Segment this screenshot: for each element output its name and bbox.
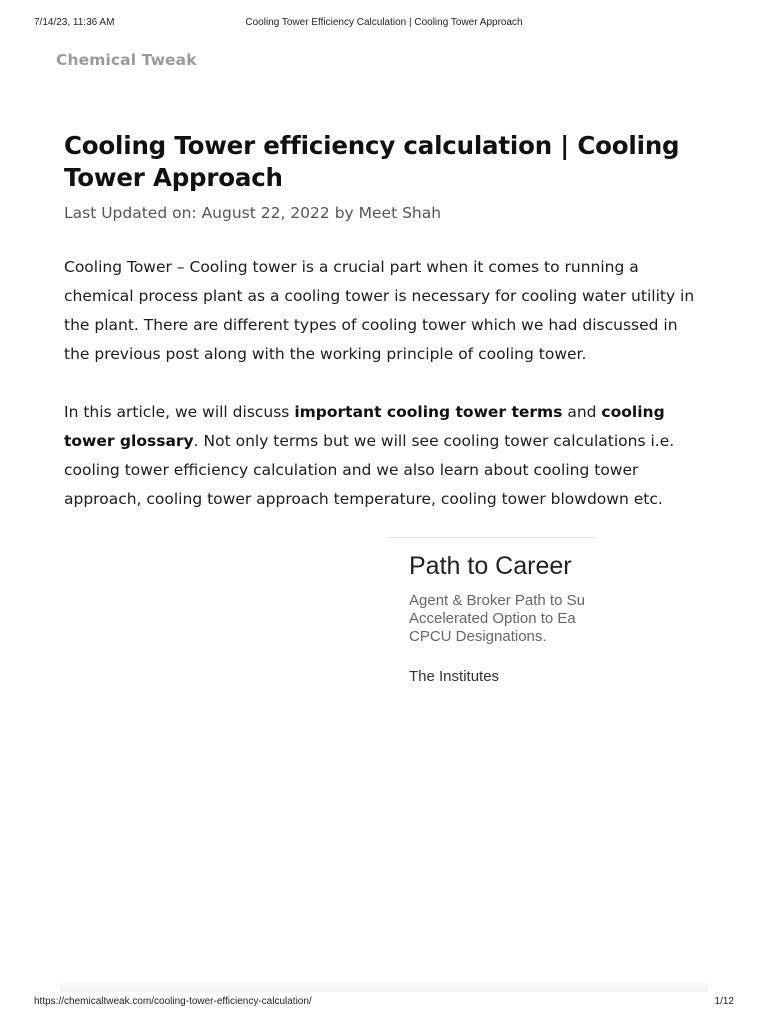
print-page-title: Cooling Tower Efficiency Calculation | Cooling Tower Approach — [245, 17, 523, 28]
ad-body-line: Agent & Broker Path to Su — [409, 592, 585, 609]
article-meta: Last Updated on: August 22, 2022 by Meet Shah — [64, 204, 442, 222]
ad-body-line: Accelerated Option to Ea — [409, 610, 576, 627]
summary-bold-terms: important cooling tower terms — [294, 403, 563, 421]
ad-body-line: CPCU Designations. — [409, 628, 547, 645]
summary-text-1: In this article, we will discuss — [64, 403, 295, 421]
article-title: Cooling Tower efficiency calculation | Cooling Tower Approach — [64, 131, 680, 192]
page-bottom-divider — [60, 978, 708, 992]
ad-headline[interactable]: Path to Career — [409, 552, 572, 580]
print-url: https://chemicaltweak.com/cooling-tower-efficiency-calculation/ — [34, 996, 312, 1007]
summary-bold-glossary: cooling tower glossary — [64, 403, 665, 450]
page-number: 1/12 — [714, 996, 734, 1007]
print-date: 7/14/23, 11:36 AM — [34, 17, 115, 28]
advertisement[interactable] — [387, 537, 596, 698]
print-footer — [34, 996, 734, 1010]
summary-text-2: and — [562, 403, 602, 421]
site-logo[interactable]: Chemical Tweak — [56, 51, 197, 69]
ad-advertiser: The Institutes — [409, 668, 500, 685]
print-header — [34, 17, 734, 31]
article — [64, 130, 704, 514]
intro-paragraph: Cooling Tower – Cooling tower is a crucial part when it comes to running a chemical process plant as a cooling tower is necessary for cooling water utility in the plant. There are different types of cooling tower which we had discussed in the previous post along with the working principle of cooling tower. — [64, 258, 695, 363]
summary-text-3: . Not only terms but we will see cooling tower calculations i.e. cooling tower efficiency calculation and we also learn about cooling tower approach, cooling tower approach temperature, cooling tower blowdown etc. — [64, 432, 675, 508]
ad-body — [409, 592, 596, 646]
article-summary-paragraph — [64, 398, 704, 514]
